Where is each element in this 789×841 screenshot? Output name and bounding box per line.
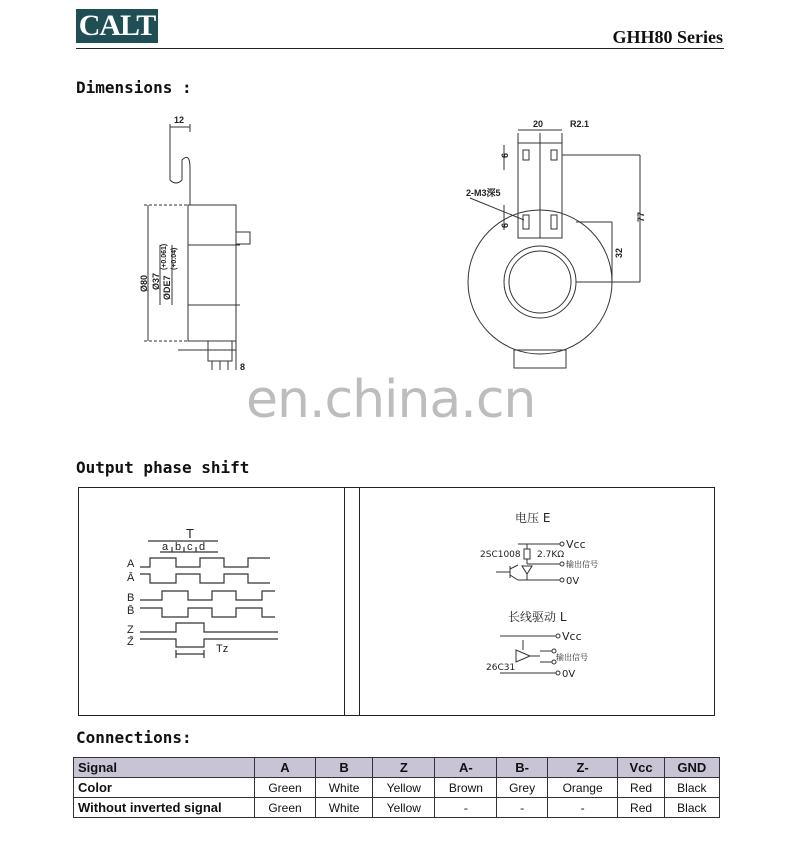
front-dim-6-top: 6 [500,152,510,158]
header-cell: A [255,758,316,778]
vcc-1: Vcc [566,538,586,551]
line-driver-title: 长线驱动 L [508,610,567,624]
sub-label-b: b [175,541,182,553]
table-cell: Yellow [373,778,435,798]
front-dim-77: 77 [636,211,646,222]
table-cell: - [497,798,547,818]
series-title: GHH80 Series [612,27,723,47]
header-cell: GND [664,758,719,778]
front-dim-20: 20 [533,119,544,129]
tz-label: Tz [216,643,229,655]
vcc-2: Vcc [562,630,582,643]
table-cell: - [435,798,497,818]
side-tolerance-lower: (+0.04) [171,247,178,270]
table-cell: Black [664,778,719,798]
signal-label-z: Z [127,624,134,636]
voltage-title: 电压 E [515,511,551,525]
side-dim-de7: ØDE7 [162,275,172,300]
header-cell: Z [373,758,435,778]
connections-heading: Connections: [76,728,192,747]
connections-table [73,757,720,818]
header-cell: B- [497,758,547,778]
resistor-label: 2.7KΩ [537,550,565,560]
side-tolerance-upper: (+0.061) [161,243,168,270]
signal-label-b-bar: B̄ [127,605,135,617]
period-label: T [186,526,194,541]
front-dim-screws: 2-M3深5 [466,188,501,198]
ov-2: 0V [562,669,576,680]
table-cell: White [316,798,373,818]
watermark: en.china.cn [246,370,536,430]
table-row [74,798,720,818]
sub-label-a: a [162,541,169,553]
table-header-row [74,758,720,778]
table-cell: Yellow [373,798,435,818]
sub-label-c: c [187,541,193,553]
output-signal-2: 输出信号 [556,653,588,662]
front-dim-6-mid: 6 [500,222,510,228]
header-cell: A- [435,758,497,778]
front-dim-r21: R2.1 [570,119,590,129]
table-cell: - [547,798,618,818]
header-cell: B [316,758,373,778]
calt-logo: CALT [76,9,158,43]
table-cell: Black [664,798,719,818]
front-dim-32: 32 [614,247,624,258]
side-dim-37: Ø37 [151,272,161,290]
header-cell: Signal [74,758,255,778]
table-cell: Green [255,778,316,798]
sub-label-d: d [199,541,206,553]
table-cell: Orange [547,778,618,798]
table-cell: Green [255,798,316,818]
table-cell: Red [618,778,664,798]
table-cell: Brown [435,778,497,798]
table-cell: Color [74,778,255,798]
table-cell: Red [618,798,664,818]
output-signal-1: 输出信号 [566,560,598,569]
transistor-label: 2SC1008 [480,550,521,560]
driver-chip-label: 26C31 [486,663,516,673]
side-dim-80: Ø80 [139,274,149,292]
table-cell: Without inverted signal [74,798,255,818]
table-cell: White [316,778,373,798]
side-dim-12: 12 [174,115,185,125]
dimensions-heading: Dimensions : [76,78,192,97]
header-cell: Vcc [618,758,664,778]
signal-label-b: B [127,592,135,604]
ov-1: 0V [566,576,580,587]
signal-label-a: A [127,558,135,570]
signal-label-z-bar: Z̄ [127,636,134,648]
header-cell: Z- [547,758,618,778]
signal-label-a-bar: Ā [127,572,135,584]
side-dim-8: 8 [240,362,246,372]
output-phase-shift-heading: Output phase shift [76,458,250,477]
table-row [74,778,720,798]
table-cell: Grey [497,778,547,798]
